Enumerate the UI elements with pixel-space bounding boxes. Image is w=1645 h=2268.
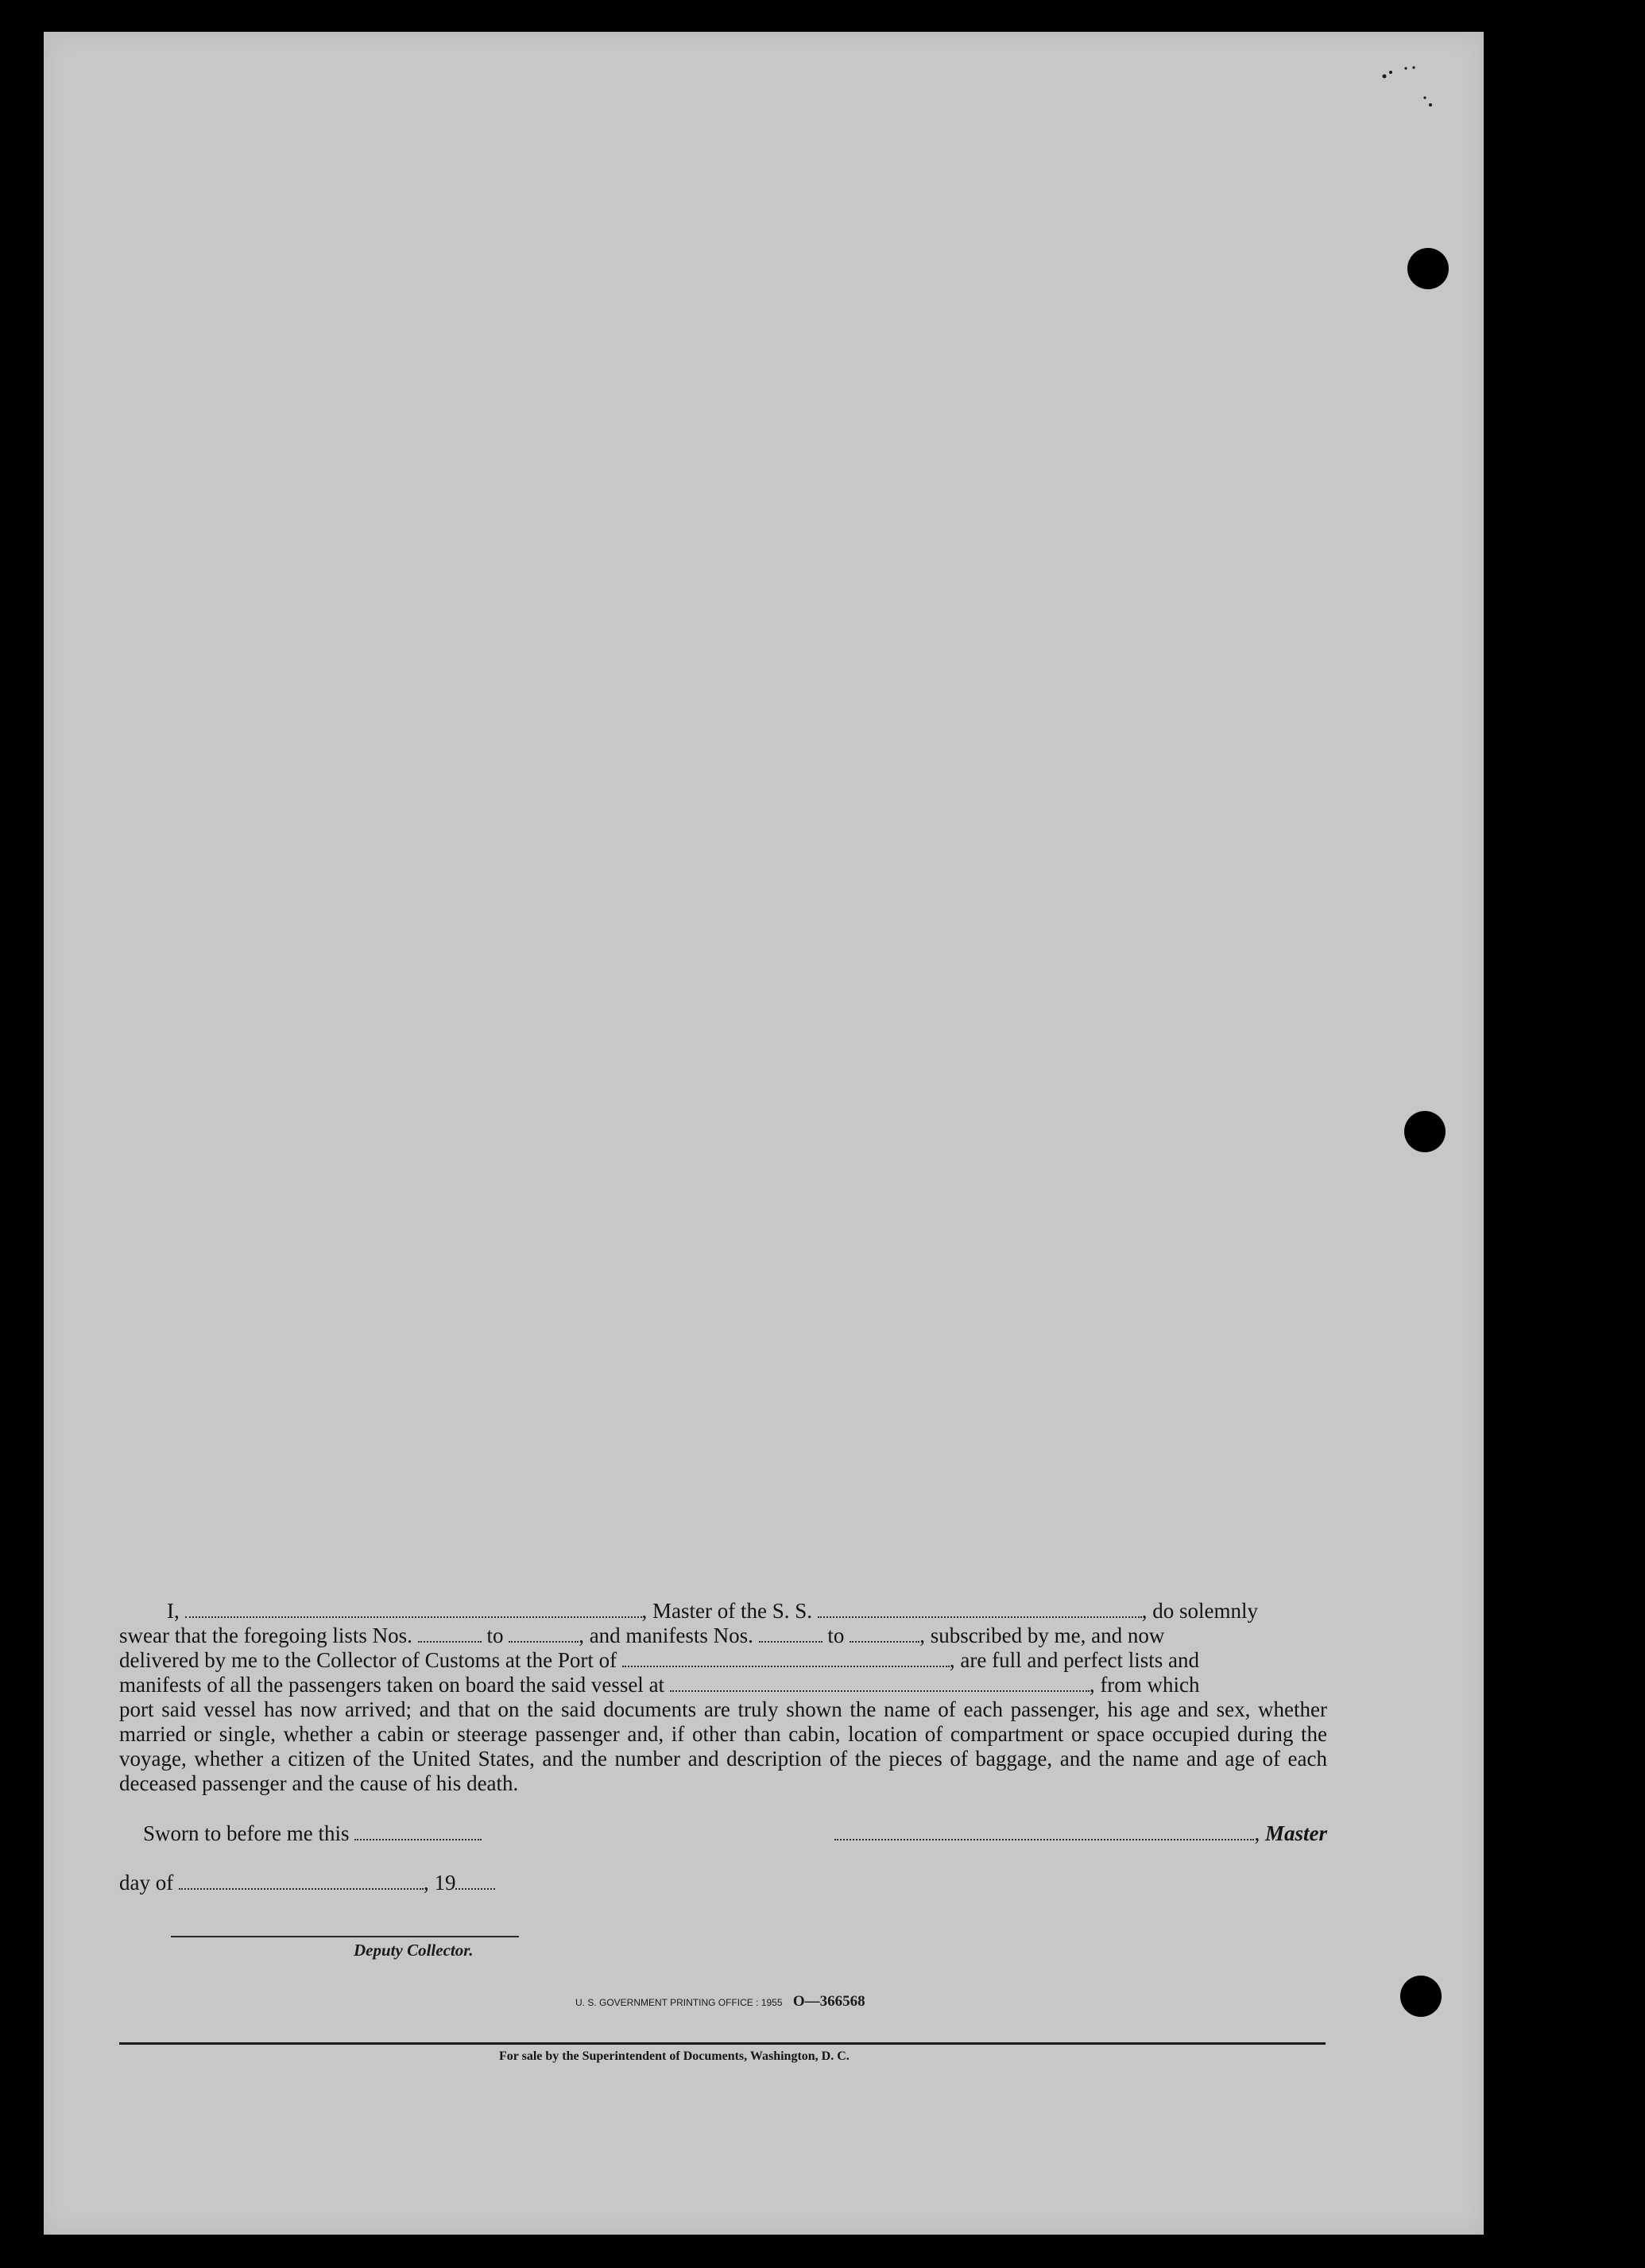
- printing-office-line: [575, 1993, 865, 2011]
- oath-text: manifests of all the passengers taken on board the said vessel at: [119, 1673, 665, 1697]
- year-field[interactable]: [455, 1872, 495, 1890]
- oath-text: delivered by me to the Collector of Customs at the Port of: [119, 1648, 617, 1672]
- ship-name-field[interactable]: [818, 1600, 1142, 1618]
- day-of-label: day of: [119, 1871, 174, 1895]
- day-row: [119, 1871, 596, 1899]
- punch-hole-bottom: [1400, 1976, 1442, 2017]
- sworn-day-field[interactable]: [354, 1823, 482, 1840]
- oath-body: port said vessel has now arrived; and that on the said documents are truly shown the name of each passenger, his age and sex, whether married or single, whether a cabin or steerage passenger and, if other than cabin, location of compartment or space occupied during the voyage, whether a citizen of the United States, and the number and description of the pieces of baggage, and the name and age of each deceased passenger and the cause of his death.: [119, 1697, 1327, 1795]
- sworn-row: Sworn to before me this , Master: [143, 1821, 1327, 1845]
- sale-notice: For sale by the Superintendent of Documents, Washington, D. C.: [499, 2049, 850, 2063]
- lists-to-field[interactable]: [509, 1625, 579, 1643]
- oath-text: , from which: [1089, 1673, 1200, 1697]
- oath-text: , do solemnly: [1141, 1599, 1258, 1623]
- oath-text: , subscribed by me, and now: [919, 1624, 1165, 1647]
- oath-paragraph: [119, 1599, 1327, 1796]
- oath-text: , Master of the S. S.: [641, 1599, 812, 1623]
- form-number: O—366568: [792, 1993, 865, 2010]
- manifests-to-field[interactable]: [850, 1625, 919, 1643]
- document-page: [44, 32, 1484, 2235]
- deputy-signature-line[interactable]: [171, 1936, 519, 1937]
- oath-text: to: [486, 1624, 504, 1647]
- lists-from-field[interactable]: [418, 1625, 482, 1643]
- port-field[interactable]: [622, 1650, 950, 1667]
- oath-text: swear that the foregoing lists Nos.: [119, 1624, 412, 1647]
- oath-text: I,: [167, 1599, 180, 1623]
- footer-rule: [119, 2042, 1326, 2045]
- departure-port-field[interactable]: [670, 1674, 1090, 1692]
- sworn-label: Sworn to before me this: [143, 1821, 350, 1845]
- manifests-from-field[interactable]: [759, 1625, 822, 1643]
- month-field[interactable]: [179, 1872, 424, 1890]
- deputy-collector-label: Deputy Collector.: [354, 1941, 474, 1960]
- printing-office-text: U. S. GOVERNMENT PRINTING OFFICE : 1955: [575, 1997, 783, 2008]
- oath-text: , are full and perfect lists and: [949, 1648, 1200, 1672]
- master-label: Master: [1264, 1821, 1327, 1845]
- master-name-field[interactable]: [185, 1600, 642, 1618]
- year-prefix: , 19: [423, 1871, 456, 1895]
- oath-text: to: [827, 1624, 845, 1647]
- paper-specks: [1379, 62, 1442, 118]
- punch-hole-middle: [1404, 1111, 1446, 1152]
- master-signature-line[interactable]: [834, 1823, 1254, 1840]
- punch-hole-top: [1407, 248, 1449, 289]
- oath-text: , and manifests Nos.: [579, 1624, 753, 1647]
